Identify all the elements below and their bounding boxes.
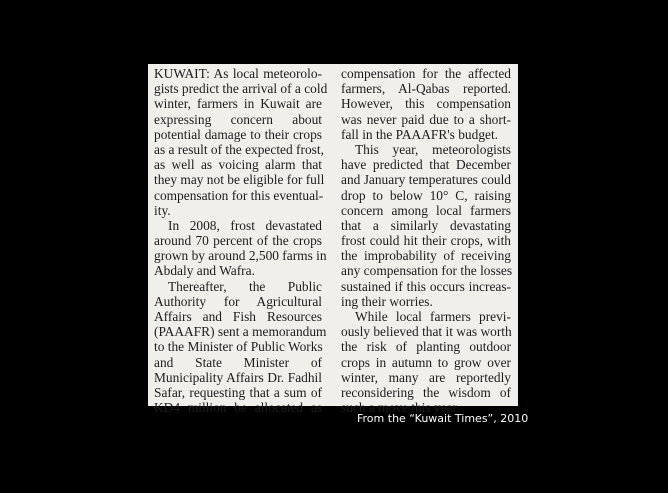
article-line: that a similarly devastating <box>341 217 511 233</box>
article-line: Affairs and Fish Resources <box>154 309 322 324</box>
article-line: concern among local farmers <box>341 202 511 218</box>
article-line: This year, meteorologists <box>355 141 511 157</box>
article-line: and January temperatures could <box>341 172 511 188</box>
article-line: any compensation for the losses <box>341 263 513 279</box>
article-line: as a result of the expected frost, <box>154 141 324 157</box>
newspaper-clipping <box>148 64 518 416</box>
article-line: potential damage to their crops <box>154 126 322 142</box>
article-line: around 70 percent of the crops <box>154 233 322 249</box>
article-line: Abdaly and Wafra. <box>154 263 255 279</box>
article-line: farmers, Al-Qabas reported. <box>341 81 511 97</box>
article-line: as well as voicing alarm that <box>154 157 322 173</box>
article-line: drop to below 10° C, raising <box>341 187 511 203</box>
article-line: winter, farmers in Kuwait are <box>154 96 322 112</box>
article-column-left <box>154 66 328 416</box>
article-line: to the Minister of Public Works <box>154 339 323 355</box>
article-line: sustained if this occurs increas- <box>341 278 511 294</box>
article-line: crops in autumn to grow over <box>341 354 511 370</box>
article-line: gists predict the arrival of a cold <box>154 81 328 97</box>
article-line: reconsidering the wisdom of <box>341 384 511 400</box>
article-line: KD4 million be allocated as <box>154 400 322 416</box>
article-line: Thereafter, the Public <box>168 278 322 294</box>
article-line: (PAAAFR) sent a memorandum <box>154 324 327 340</box>
article-line: winter, many are reportedly <box>341 369 511 385</box>
article-column-right <box>341 66 511 415</box>
article-line: In 2008, frost devastated <box>168 217 322 233</box>
article-line: was never paid due to a short- <box>341 111 511 127</box>
article-line: Authority for Agricultural <box>154 293 322 309</box>
article-line: such a move this year. <box>341 400 460 416</box>
article-line: Municipality Affairs Dr. Fadhil <box>154 369 322 385</box>
article-line: and State Minister of <box>154 354 322 370</box>
article-line: the risk of planting outdoor <box>341 339 511 355</box>
article-line: ing their worries. <box>341 293 433 309</box>
article-line: compensation for this eventual- <box>154 187 324 203</box>
article-line: However, this compensation <box>341 96 511 112</box>
source-caption: From the “Kuwait Times”, 2010 <box>357 412 529 425</box>
article-line: ity. <box>154 202 171 218</box>
article-line: expressing concern about <box>154 111 322 127</box>
article-line: KUWAIT: As local meteorolo- <box>154 66 322 81</box>
article-line: they may not be eligible for full <box>154 172 325 188</box>
article-line: frost could hit their crops, with <box>341 233 511 249</box>
article-line: ously believed that it was worth <box>341 324 512 340</box>
article-line: grown by around 2,500 farms in <box>154 248 327 264</box>
article-line: While local farmers previ- <box>355 309 511 324</box>
article-line: the improbability of receiving <box>341 248 511 264</box>
article-line: Safar, requesting that a sum of <box>154 384 322 400</box>
article-line: have predicted that December <box>341 157 511 173</box>
article-line: compensation for the affected <box>341 66 511 81</box>
article-line: fall in the PAAAFR's budget. <box>341 126 499 142</box>
